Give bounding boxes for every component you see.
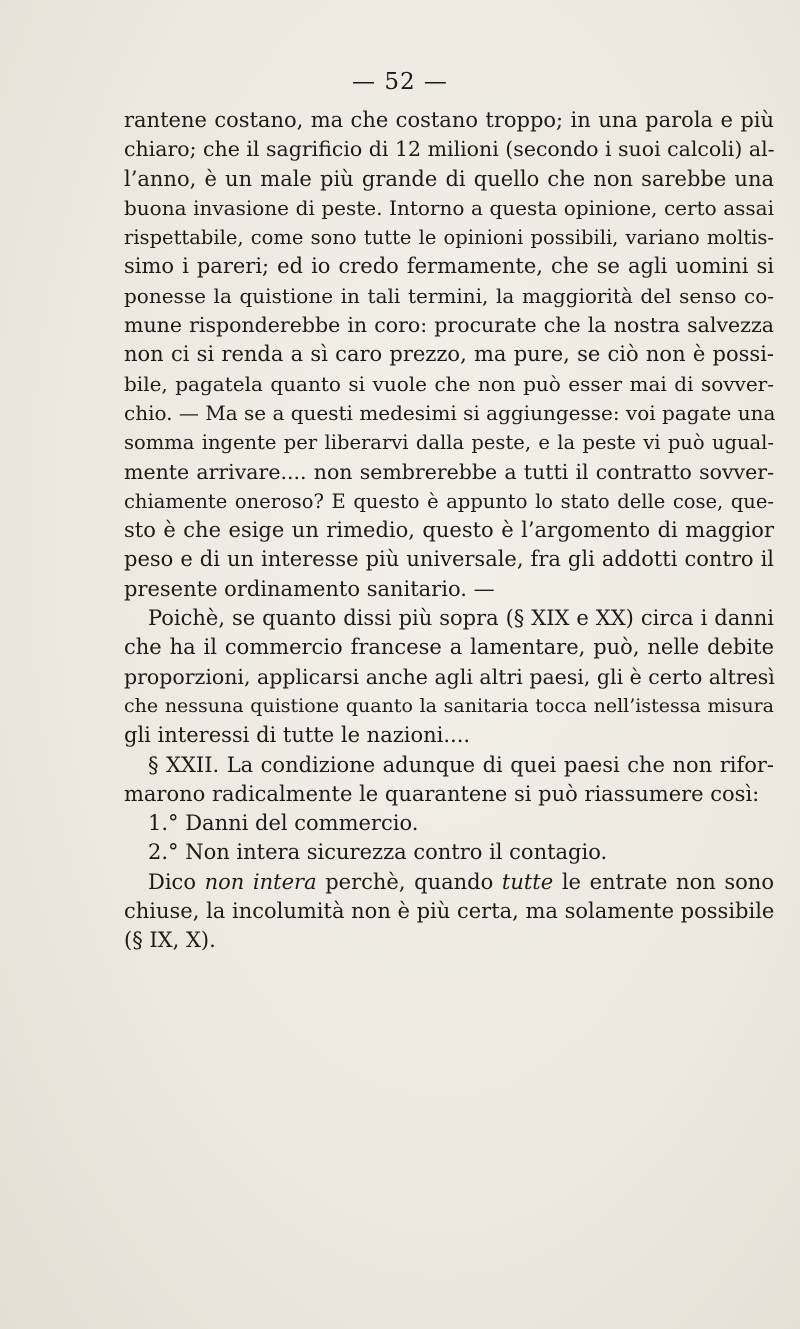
text-line: mune risponderebbe in coro: procurate che la nostra salvezza	[124, 313, 774, 338]
text-line: marono radicalmente le quarantene si può riassumere così:	[124, 781, 760, 806]
text-line: Dico non intera perchè, quando tutte le entrate non sono	[148, 869, 774, 894]
text-line: non ci si renda a sì caro prezzo, ma pure, se ciò non è possi-	[124, 342, 774, 367]
text-line: peso e di un interesse più universale, fra gli addotti contro il	[124, 547, 774, 572]
text-line: che nessuna quistione quanto la sanitaria tocca nell’istessa misura	[124, 694, 774, 717]
text-line: chio. — Ma se a questi medesimi si aggiungesse: voi pagate una	[124, 400, 776, 425]
page-number: — 52 —	[352, 69, 448, 95]
text-line: § XXII. La condizione adunque di quei paesi che non rifor-	[148, 752, 774, 777]
body-text	[124, 106, 774, 956]
text-line: proporzioni, applicarsi anche agli altri paesi, gli è certo altresì	[124, 664, 775, 689]
text-line: 1.° Danni del commercio.	[148, 811, 419, 836]
text-line: gli interessi di tutte le nazioni....	[124, 723, 471, 748]
text-line: chiuse, la incolumità non è più certa, ma solamente possibile	[124, 899, 775, 924]
text-line: 2.° Non intera sicurezza contro il contagio.	[148, 840, 608, 865]
text-line: ponesse la quistione in tali termini, la maggiorità del senso co-	[124, 283, 774, 308]
text-line: rantene costano, ma che costano troppo; in una parola e più	[124, 108, 774, 132]
text-line: (§ IX, X).	[124, 928, 216, 953]
text-line: Poichè, se quanto dissi più sopra (§ XIX e XX) circa i danni	[148, 606, 774, 631]
text-line: mente arrivare.... non sembrerebbe a tutti il contratto sovver-	[124, 459, 774, 484]
italic-emphasis: tutte	[501, 869, 554, 894]
text-line: presente ordinamento sanitario. —	[124, 576, 495, 601]
text-line: l’anno, è un male più grande di quello che non sarebbe una	[124, 166, 774, 191]
italic-emphasis: non intera	[204, 869, 317, 894]
text-line: simo i pareri; ed io credo fermamente, che se agli uomini si	[124, 254, 774, 279]
text-line: rispettabile, come sono tutte le opinioni possibili, variano moltis-	[124, 226, 774, 250]
text-line: che ha il commercio francese a lamentare, può, nelle debite	[124, 635, 774, 660]
text-line: sto è che esige un rimedio, questo è l’argomento di maggior	[124, 518, 774, 543]
text-line: somma ingente per liberarvi dalla peste, e la peste vi può ugual-	[124, 431, 774, 455]
text-line: chiamente oneroso? E questo è appunto lo stato delle cose, que-	[124, 489, 774, 513]
text-line: buona invasione di peste. Intorno a questa opinione, certo assai	[124, 195, 774, 220]
text-line: chiaro; che il sagrificio di 12 milioni (secondo i suoi calcoli) al-	[124, 137, 775, 162]
text-line: bile, pagatela quanto si vuole che non può esser mai di sovver-	[124, 371, 774, 396]
